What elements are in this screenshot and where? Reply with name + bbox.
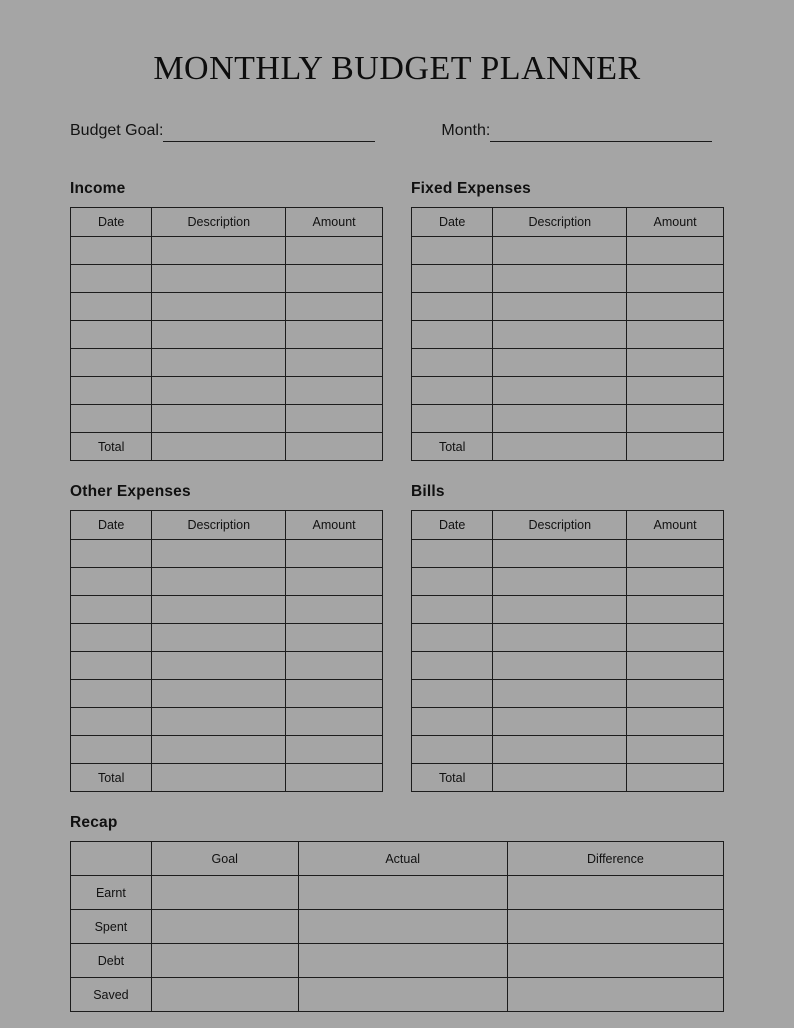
- other-expenses-table[interactable]: [70, 510, 383, 792]
- cell-date[interactable]: [412, 405, 493, 433]
- cell-description[interactable]: [152, 265, 286, 293]
- cell-date[interactable]: [412, 265, 493, 293]
- cell-date[interactable]: [412, 293, 493, 321]
- cell-description[interactable]: [493, 377, 627, 405]
- cell-description[interactable]: [152, 680, 286, 708]
- recap-header-difference: Difference: [507, 842, 723, 876]
- cell-date[interactable]: [71, 596, 152, 624]
- cell-date[interactable]: [412, 652, 493, 680]
- column-header-description: Description: [152, 511, 286, 540]
- recap-row[interactable]: [71, 910, 724, 944]
- cell-amount[interactable]: [286, 652, 383, 680]
- cell-amount[interactable]: [627, 405, 724, 433]
- cell-amount[interactable]: [627, 540, 724, 568]
- recap-section: [0, 814, 794, 1012]
- cell-date[interactable]: [412, 596, 493, 624]
- cell-amount[interactable]: [627, 680, 724, 708]
- cell-date[interactable]: [412, 708, 493, 736]
- table-row[interactable]: [412, 736, 724, 764]
- table-total-row[interactable]: [71, 433, 383, 461]
- cell-description[interactable]: [493, 596, 627, 624]
- table-row[interactable]: [71, 624, 383, 652]
- table-header-row: [412, 511, 724, 540]
- table-row[interactable]: [412, 568, 724, 596]
- table-row[interactable]: [71, 237, 383, 265]
- total-description[interactable]: [493, 433, 627, 461]
- meta-fields-row: [0, 122, 794, 142]
- table-row[interactable]: [71, 568, 383, 596]
- recap-row-label: Saved: [71, 978, 152, 1012]
- cell-description[interactable]: [493, 293, 627, 321]
- table-total-row[interactable]: [71, 764, 383, 792]
- table-row[interactable]: [412, 652, 724, 680]
- table-row[interactable]: [412, 293, 724, 321]
- cell-amount[interactable]: [286, 568, 383, 596]
- cell-amount[interactable]: [627, 652, 724, 680]
- recap-cell-difference[interactable]: [507, 944, 723, 978]
- cell-description[interactable]: [152, 708, 286, 736]
- column-header-date: Date: [412, 511, 493, 540]
- budget-goal-input[interactable]: [163, 125, 375, 142]
- cell-description[interactable]: [493, 708, 627, 736]
- cell-amount[interactable]: [627, 265, 724, 293]
- table-row[interactable]: [412, 540, 724, 568]
- table-total-row[interactable]: [412, 433, 724, 461]
- recap-header-goal: Goal: [151, 842, 298, 876]
- cell-amount[interactable]: [627, 596, 724, 624]
- tables-columns: [0, 180, 794, 792]
- table-row[interactable]: [412, 265, 724, 293]
- right-column: [411, 180, 724, 792]
- recap-cell-actual[interactable]: [298, 876, 507, 910]
- recap-row-label: Earnt: [71, 876, 152, 910]
- total-amount[interactable]: [286, 433, 383, 461]
- recap-row[interactable]: [71, 978, 724, 1012]
- column-header-amount: Amount: [286, 511, 383, 540]
- cell-date[interactable]: [71, 321, 152, 349]
- cell-description[interactable]: [493, 652, 627, 680]
- table-row[interactable]: [71, 736, 383, 764]
- cell-amount[interactable]: [627, 293, 724, 321]
- table-row[interactable]: [71, 321, 383, 349]
- fixed-expenses-table[interactable]: [411, 207, 724, 461]
- total-amount[interactable]: [286, 764, 383, 792]
- cell-date[interactable]: [412, 680, 493, 708]
- total-amount[interactable]: [627, 433, 724, 461]
- table-total-row[interactable]: [412, 764, 724, 792]
- recap-row[interactable]: [71, 876, 724, 910]
- cell-date[interactable]: [71, 568, 152, 596]
- cell-date[interactable]: [412, 568, 493, 596]
- cell-amount[interactable]: [286, 377, 383, 405]
- month-field[interactable]: [441, 122, 712, 142]
- cell-date[interactable]: [71, 265, 152, 293]
- cell-description[interactable]: [493, 680, 627, 708]
- table-row[interactable]: [71, 596, 383, 624]
- cell-description[interactable]: [152, 293, 286, 321]
- cell-amount[interactable]: [286, 237, 383, 265]
- cell-amount[interactable]: [286, 624, 383, 652]
- cell-date[interactable]: [412, 321, 493, 349]
- total-description[interactable]: [152, 433, 286, 461]
- cell-amount[interactable]: [286, 405, 383, 433]
- cell-description[interactable]: [152, 321, 286, 349]
- recap-row-label: Debt: [71, 944, 152, 978]
- bills-heading: Bills: [411, 483, 445, 500]
- total-amount[interactable]: [627, 764, 724, 792]
- cell-date[interactable]: [412, 237, 493, 265]
- cell-description[interactable]: [152, 596, 286, 624]
- cell-amount[interactable]: [286, 293, 383, 321]
- total-label: Total: [71, 764, 152, 792]
- cell-date[interactable]: [71, 540, 152, 568]
- cell-amount[interactable]: [627, 624, 724, 652]
- month-input[interactable]: [490, 125, 712, 142]
- cell-description[interactable]: [493, 405, 627, 433]
- recap-cell-difference[interactable]: [507, 910, 723, 944]
- cell-amount[interactable]: [627, 708, 724, 736]
- cell-date[interactable]: [71, 237, 152, 265]
- table-row[interactable]: [412, 596, 724, 624]
- income-table[interactable]: [70, 207, 383, 461]
- cell-date[interactable]: [71, 293, 152, 321]
- table-row[interactable]: [71, 405, 383, 433]
- column-header-amount: Amount: [627, 511, 724, 540]
- budget-goal-label: Budget Goal:: [70, 122, 164, 139]
- column-header-description: Description: [493, 511, 627, 540]
- cell-date[interactable]: [412, 349, 493, 377]
- recap-cell-actual[interactable]: [298, 944, 507, 978]
- column-header-date: Date: [71, 511, 152, 540]
- table-row[interactable]: [412, 405, 724, 433]
- cell-date[interactable]: [412, 624, 493, 652]
- cell-date[interactable]: [71, 680, 152, 708]
- recap-header-row: [71, 842, 724, 876]
- recap-cell-goal[interactable]: [151, 944, 298, 978]
- recap-header-blank: [71, 842, 152, 876]
- total-label: Total: [412, 764, 493, 792]
- cell-date[interactable]: [71, 405, 152, 433]
- recap-cell-goal[interactable]: [151, 910, 298, 944]
- table-row[interactable]: [71, 652, 383, 680]
- bills-table[interactable]: [411, 510, 724, 792]
- total-description[interactable]: [152, 764, 286, 792]
- table-row[interactable]: [71, 540, 383, 568]
- cell-date[interactable]: [412, 736, 493, 764]
- cell-description[interactable]: [152, 624, 286, 652]
- recap-cell-actual[interactable]: [298, 910, 507, 944]
- cell-date[interactable]: [71, 652, 152, 680]
- recap-cell-difference[interactable]: [507, 876, 723, 910]
- cell-description[interactable]: [493, 237, 627, 265]
- table-row[interactable]: [71, 680, 383, 708]
- cell-description[interactable]: [152, 405, 286, 433]
- table-row[interactable]: [412, 349, 724, 377]
- column-header-description: Description: [493, 208, 627, 237]
- cell-description[interactable]: [152, 377, 286, 405]
- cell-date[interactable]: [71, 349, 152, 377]
- table-row[interactable]: [412, 680, 724, 708]
- cell-amount[interactable]: [286, 596, 383, 624]
- other-expenses-heading: Other Expenses: [70, 483, 191, 500]
- cell-amount[interactable]: [627, 321, 724, 349]
- cell-date[interactable]: [71, 708, 152, 736]
- recap-cell-goal[interactable]: [151, 978, 298, 1012]
- table-row[interactable]: [71, 265, 383, 293]
- cell-date[interactable]: [71, 736, 152, 764]
- total-label: Total: [412, 433, 493, 461]
- recap-heading: Recap: [70, 814, 118, 831]
- table-row[interactable]: [412, 237, 724, 265]
- left-column: [70, 180, 383, 792]
- recap-table[interactable]: [70, 841, 724, 1012]
- cell-description[interactable]: [493, 736, 627, 764]
- cell-description[interactable]: [152, 349, 286, 377]
- recap-row[interactable]: [71, 944, 724, 978]
- cell-description[interactable]: [493, 349, 627, 377]
- cell-date[interactable]: [71, 377, 152, 405]
- table-header-row: [71, 511, 383, 540]
- cell-description[interactable]: [493, 321, 627, 349]
- cell-amount[interactable]: [286, 265, 383, 293]
- fixed-expenses-heading: Fixed Expenses: [411, 180, 531, 197]
- recap-cell-difference[interactable]: [507, 978, 723, 1012]
- recap-cell-goal[interactable]: [151, 876, 298, 910]
- cell-date[interactable]: [412, 377, 493, 405]
- cell-amount[interactable]: [286, 540, 383, 568]
- column-header-amount: Amount: [627, 208, 724, 237]
- cell-description[interactable]: [493, 265, 627, 293]
- table-row[interactable]: [71, 377, 383, 405]
- cell-amount[interactable]: [627, 568, 724, 596]
- cell-amount[interactable]: [627, 237, 724, 265]
- table-row[interactable]: [412, 708, 724, 736]
- column-header-date: Date: [412, 208, 493, 237]
- column-header-amount: Amount: [286, 208, 383, 237]
- cell-description[interactable]: [152, 540, 286, 568]
- total-label: Total: [71, 433, 152, 461]
- cell-date[interactable]: [412, 540, 493, 568]
- table-header-row: [412, 208, 724, 237]
- page-title: MONTHLY BUDGET PLANNER: [153, 50, 641, 87]
- cell-description[interactable]: [152, 237, 286, 265]
- cell-amount[interactable]: [627, 377, 724, 405]
- income-heading: Income: [70, 180, 126, 197]
- column-header-description: Description: [152, 208, 286, 237]
- cell-amount[interactable]: [627, 349, 724, 377]
- cell-description[interactable]: [152, 736, 286, 764]
- cell-amount[interactable]: [286, 680, 383, 708]
- cell-amount[interactable]: [286, 736, 383, 764]
- table-row[interactable]: [71, 349, 383, 377]
- table-row[interactable]: [412, 624, 724, 652]
- table-row[interactable]: [71, 708, 383, 736]
- cell-description[interactable]: [493, 568, 627, 596]
- table-row[interactable]: [412, 321, 724, 349]
- budget-goal-field[interactable]: [70, 122, 375, 142]
- total-description[interactable]: [493, 764, 627, 792]
- cell-date[interactable]: [71, 624, 152, 652]
- cell-amount[interactable]: [286, 349, 383, 377]
- cell-description[interactable]: [152, 568, 286, 596]
- cell-description[interactable]: [152, 652, 286, 680]
- cell-amount[interactable]: [286, 321, 383, 349]
- recap-cell-actual[interactable]: [298, 978, 507, 1012]
- column-header-date: Date: [71, 208, 152, 237]
- table-row[interactable]: [71, 293, 383, 321]
- recap-header-actual: Actual: [298, 842, 507, 876]
- cell-description[interactable]: [493, 624, 627, 652]
- recap-row-label: Spent: [71, 910, 152, 944]
- cell-description[interactable]: [493, 540, 627, 568]
- month-label: Month:: [441, 122, 491, 139]
- cell-amount[interactable]: [286, 708, 383, 736]
- cell-amount[interactable]: [627, 736, 724, 764]
- table-header-row: [71, 208, 383, 237]
- table-row[interactable]: [412, 377, 724, 405]
